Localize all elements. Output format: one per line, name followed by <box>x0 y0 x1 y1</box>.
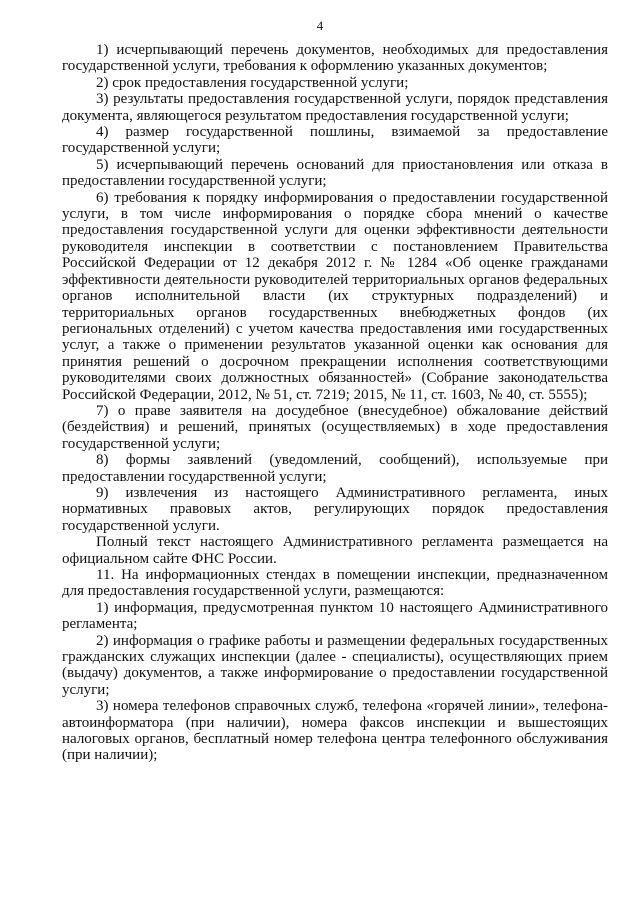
paragraph: 4) размер государственной пошлины, взимаемой за предоставление государственной услуги; <box>62 124 608 157</box>
paragraph: 2) срок предоставления государственной услуги; <box>96 74 409 91</box>
paragraph: Полный текст настоящего Административного регламента размещается на официальном сайте ФНС России. <box>62 534 608 567</box>
paragraph: 9) извлечения из настоящего Административного регламента, иных нормативных правовых актов, регулирующих порядок предоставления государственной услуги. <box>62 484 608 534</box>
paragraph: 5) исчерпывающий перечень оснований для приостановления или отказа в предоставлении государственной услуги; <box>62 156 608 190</box>
paragraph: 11. На информационных стендах в помещении инспекции, предназначенном для предоставления государственной услуги, размещаются: <box>62 567 608 600</box>
page-number: 4 <box>316 18 324 33</box>
document-body <box>62 42 608 764</box>
paragraph: 8) формы заявлений (уведомлений, сообщений), используемые при предоставлении государственной услуги; <box>62 452 608 485</box>
paragraph: 3) результаты предоставления государственной услуги, порядок представления документа, являющегося результатом предоставления государственной услуги; <box>62 91 608 124</box>
paragraph: 7) о праве заявителя на досудебное (внесудебное) обжалование действий (бездействия) и решений, принятых (осуществляемых) в ходе предоставления государственной услуги; <box>62 402 608 452</box>
paragraph: 1) информация, предусмотренная пунктом 10 настоящего Административного регламента; <box>62 599 608 633</box>
paragraph: 3) номера телефонов справочных служб, телефона «горячей линии», телефона-автоинформатора (при наличии), номера факсов инспекции и вышестоящих налоговых органов, бесплатный номер телефона центра телефонного обслуживания (при наличии); <box>62 698 608 764</box>
paragraph: 6) требования к порядку информирования о предоставлении государственной услуги, в том числе информирования о порядке сбора мнений о качестве предоставления государственной услуги для оценки эффективности деятельности руководителя инспекции в соответствии с постановлением Правительства Российской Федерации от 12 декабря 2012 г. № 1284 «Об оценке гражданами эффективности деятельности руководителей территориальных органов федеральных органов исполнительной власти (их структурных подразделений) и территориальных органов государственных внебюджетных фондов (их региональных отделений) с учетом качества предоставления ими государственных услуг, а также о применении результатов указанной оценки как основания для принятия решений о досрочном прекращении исполнения соответствующими руководителями своих должностных обязанностей» (Собрание законодательства Российской Федерации, 2012, № 51, ст. 7219; 2015, № 11, ст. 1603, № 40, ст. 5555); <box>62 189 608 403</box>
paragraph: 1) исчерпывающий перечень документов, необходимых для предоставления государственной услуги, требования к оформлению указанных документов; <box>62 42 608 75</box>
paragraph: 2) информация о графике работы и размещении федеральных государственных гражданских служащих инспекции (далее - специалисты), осуществляющих прием (выдачу) документов, а также информирование о предоставлении государственной услуги; <box>62 632 608 698</box>
